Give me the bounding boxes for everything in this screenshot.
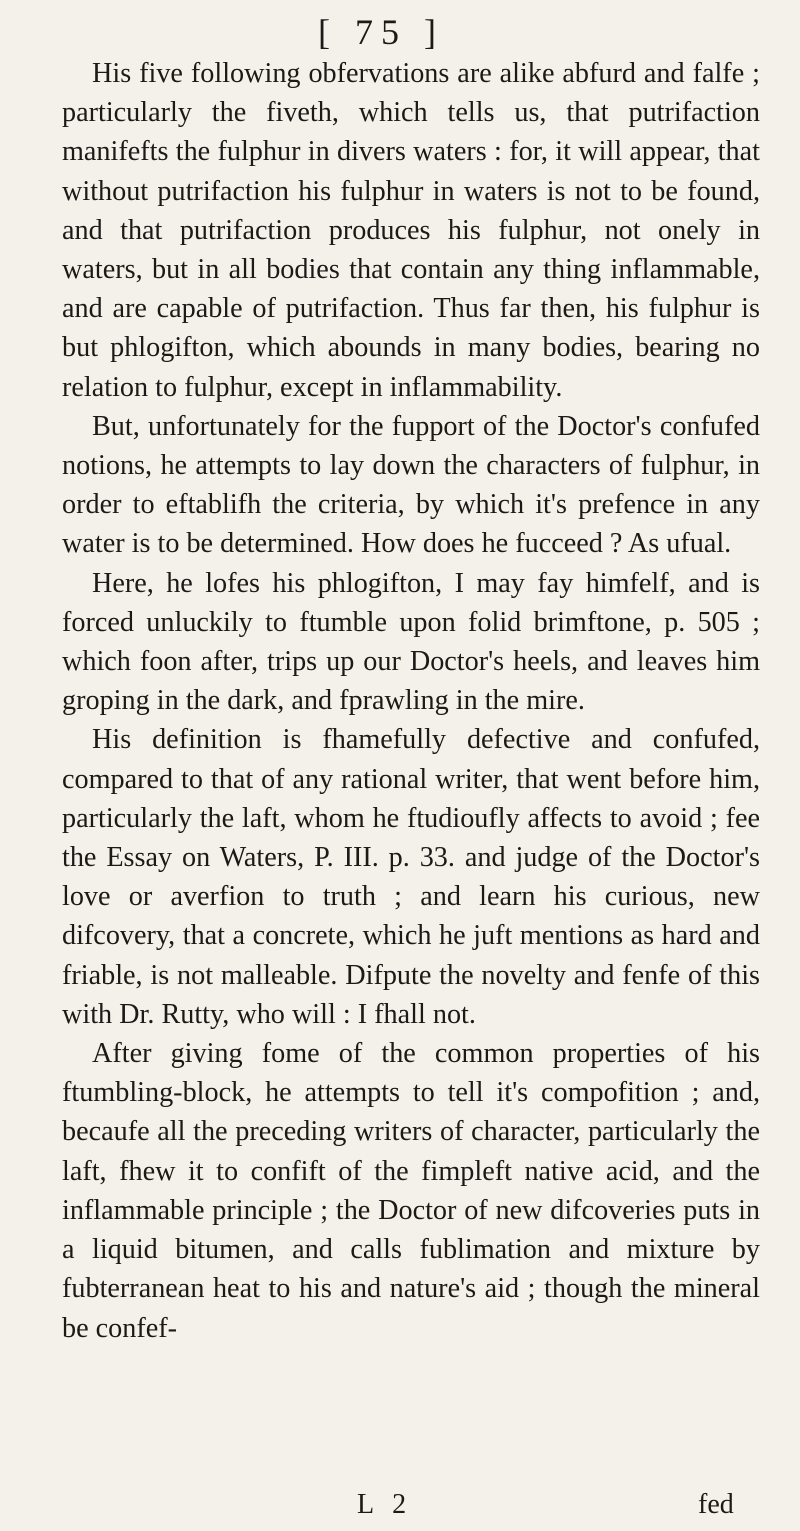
page-footer — [62, 1486, 760, 1526]
paragraph: After giving fome of the common properties of his ftumbling-block, he attempts to tell it's compofition ; and, becaufe all the preceding writers of character, particularly the laft, fhew it to confift of the fimpleft native acid, and the inflammable principle ; the Doctor of new difcoveries puts in a liquid bitumen, and calls fublimation and mixture by fubterranean heat to his and nature's aid ; though the mineral be confef- — [62, 1038, 760, 1344]
page-number: [ 75 ] — [318, 12, 444, 52]
paragraph: His definition is fhamefully defective and confufed, compared to that of any rational writer, that went before him, particularly the laft, whom he ftudioufly affects to avoid ; fee the Essay on Waters, P. III. p. 33. and judge of the Doctor's love or averfion to truth ; and learn his curious, new difcovery, that a concrete, which he juft mentions as hard and friable, is not malleable. Difpute the novelty and fenfe of this with Dr. Rutty, who will : I fhall not. — [62, 724, 760, 1030]
paragraph: His five following obfervations are alike abfurd and falfe ; particularly the fiveth, which tells us, that putrifaction manifefts the fulphur in divers waters : for, it will appear, that without putrifaction his fulphur in waters is not to be found, and that putrifaction produces his fulphur, not onely in waters, but in all bodies that contain any thing inflammable, and are capable of putrifaction. Thus far then, his fulphur is but phlogifton, which abounds in many bodies, bearing no relation to fulphur, except in inflammability. — [62, 58, 760, 403]
catchword: fed — [698, 1489, 734, 1520]
paragraph: But, unfortunately for the fupport of the Doctor's confufed notions, he attempts to lay down the characters of fulphur, in order to eftablifh the criteria, by which it's prefence in any water is to be determined. How does he fucceed ? As ufual. — [62, 410, 760, 560]
paragraph: Here, he lofes his phlogifton, I may fay himfelf, and is forced unluckily to ftumble upon folid brimftone, p. 505 ; which foon after, trips up our Doctor's heels, and leaves him groping in the dark, and fprawling in the mire. — [62, 567, 760, 717]
signature-mark: L 2 — [357, 1489, 413, 1520]
page-body — [62, 54, 760, 1348]
